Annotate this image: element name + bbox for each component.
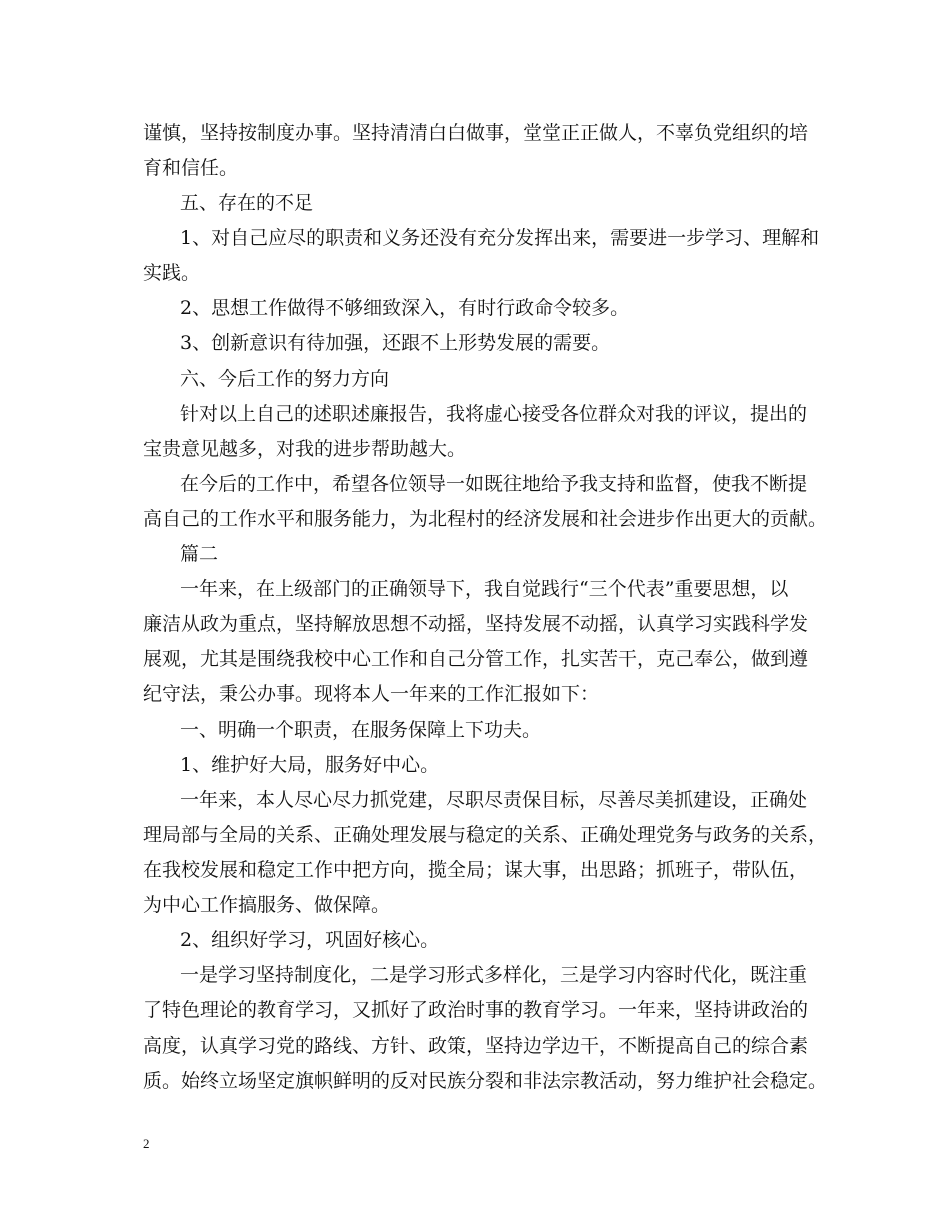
text-line: 宝贵意见越多，对我的进步帮助越大。 <box>143 438 467 460</box>
section-heading: 一、明确一个职责，在服务保障上下功夫。 <box>180 719 542 741</box>
section-heading: 六、今后工作的努力方向 <box>180 368 390 390</box>
text-line: 一年来，在上级部门的正确领导下，我自觉践行“三个代表”重要思想，以 <box>180 578 789 600</box>
text-line: 2、组织好学习，巩固好核心。 <box>180 929 440 951</box>
section-heading: 篇二 <box>180 543 219 565</box>
text-line: 1、维护好大局，服务好中心。 <box>180 754 440 776</box>
text-line: 针对以上自己的述职述廉报告，我将虚心接受各位群众对我的评议，提出的 <box>180 403 808 425</box>
text-line: 廉洁从政为重点，坚持解放思想不动摇，坚持发展不动摇，认真学习实践科学发 <box>143 613 809 635</box>
section-heading: 五、存在的不足 <box>180 192 314 214</box>
text-line: 了特色理论的教育学习，又抓好了政治时事的教育学习。一年来，坚持讲政治的 <box>143 999 809 1021</box>
text-line: 一是学习坚持制度化，二是学习形式多样化，三是学习内容时代化，既注重 <box>180 964 808 986</box>
text-line: 育和信任。 <box>143 157 239 179</box>
page-number: 2 <box>143 1136 150 1151</box>
text-line: 为中心工作搞服务、做保障。 <box>143 894 391 916</box>
text-line: 一年来，本人尽心尽力抓党建，尽职尽责保目标，尽善尽美抓建设，正确处 <box>180 789 808 811</box>
text-line: 实践。 <box>143 262 201 284</box>
text-line: 在今后的工作中，希望各位领导一如既往地给予我支持和监督，使我不断提 <box>180 473 808 495</box>
text-line: 高度，认真学习党的路线、方针、政策，坚持边学边干，不断提高自己的综合素 <box>143 1035 809 1057</box>
text-line: 在我校发展和稳定工作中把方向，揽全局；谋大事，出思路；抓班子，带队伍， <box>143 859 809 881</box>
text-line: 理局部与全局的关系、正确处理发展与稳定的关系、正确处理党务与政务的关系， <box>143 824 828 846</box>
text-line: 1、对自己应尽的职责和义务还没有充分发挥出来，需要进一步学习、理解和 <box>180 227 820 249</box>
text-line: 质。始终立场坚定旗帜鲜明的反对民族分裂和非法宗教活动，努力维护社会稳定。 <box>143 1070 828 1092</box>
text-line: 2、思想工作做得不够细致深入，有时行政命令较多。 <box>180 297 630 319</box>
text-line: 高自己的工作水平和服务能力，为北程村的经济发展和社会进步作出更大的贡献。 <box>143 508 828 530</box>
text-line: 3、创新意识有待加强，还跟不上形势发展的需要。 <box>180 332 611 354</box>
text-line: 谨慎，坚持按制度办事。坚持清清白白做事，堂堂正正做人，不辜负党组织的培 <box>143 122 809 144</box>
text-line: 纪守法，秉公办事。现将本人一年来的工作汇报如下： <box>143 683 600 705</box>
text-line: 展观，尤其是围绕我校中心工作和自己分管工作，扎实苦干，克己奉公，做到遵 <box>143 648 809 670</box>
